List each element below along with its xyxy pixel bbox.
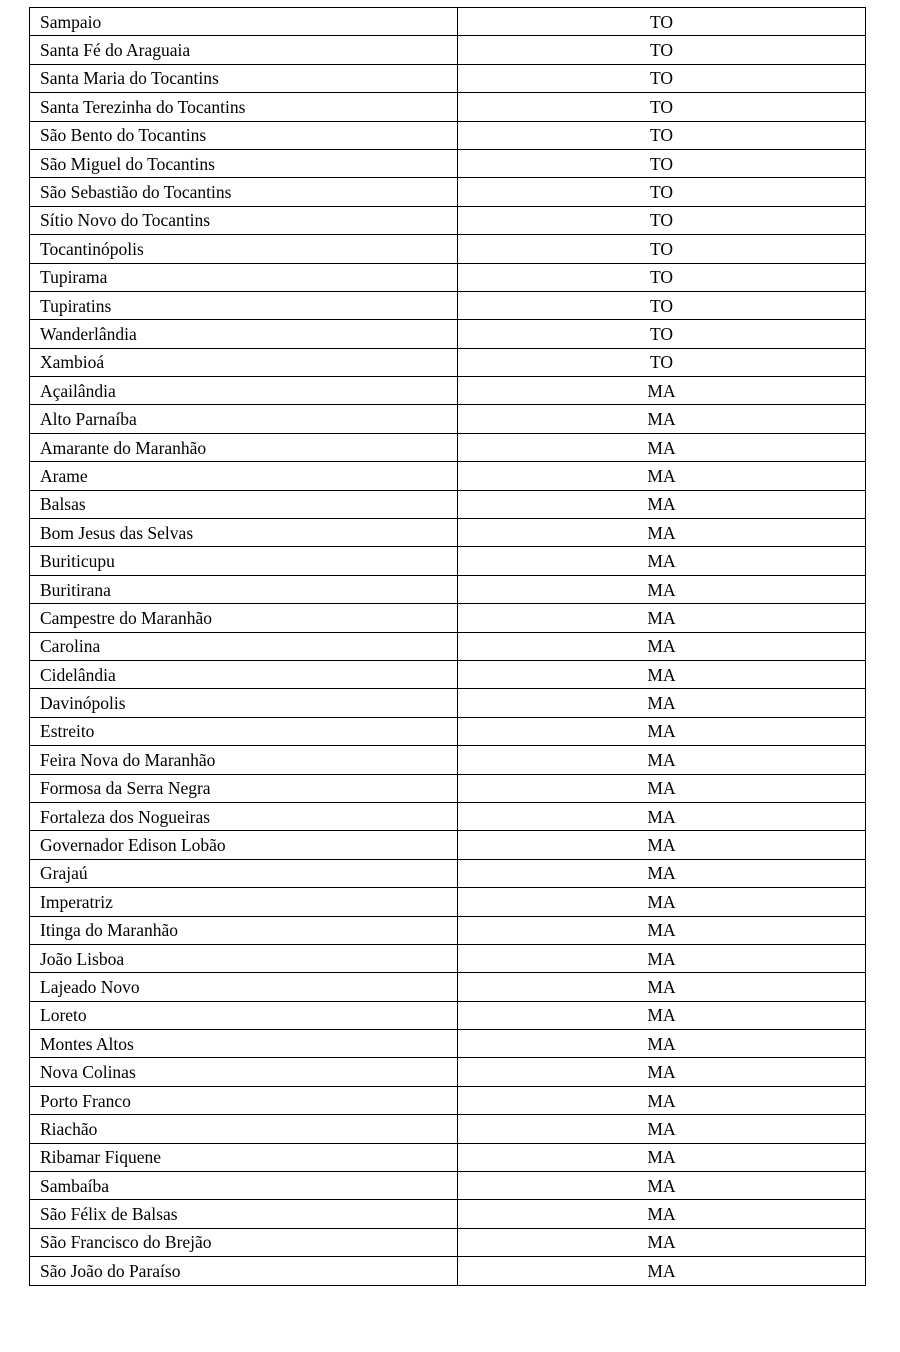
uf-cell: TO — [458, 320, 866, 348]
municipio-cell: Nova Colinas — [30, 1058, 458, 1086]
table-row — [30, 575, 866, 603]
uf-cell: TO — [458, 121, 866, 149]
table-row — [30, 206, 866, 234]
table-row — [30, 717, 866, 745]
uf-cell: MA — [458, 490, 866, 518]
uf-cell: MA — [458, 1058, 866, 1086]
table-row — [30, 632, 866, 660]
uf-cell: TO — [458, 36, 866, 64]
table-row — [30, 462, 866, 490]
uf-cell: MA — [458, 462, 866, 490]
municipio-cell: São João do Paraíso — [30, 1257, 458, 1285]
municipio-cell: Grajaú — [30, 859, 458, 887]
uf-cell: TO — [458, 291, 866, 319]
table-row — [30, 746, 866, 774]
uf-cell: TO — [458, 178, 866, 206]
uf-cell: MA — [458, 377, 866, 405]
municipio-cell: Buritirana — [30, 575, 458, 603]
table-row — [30, 8, 866, 36]
table-row — [30, 1030, 866, 1058]
table-row — [30, 149, 866, 177]
uf-cell: TO — [458, 64, 866, 92]
uf-cell: MA — [458, 1115, 866, 1143]
table-row — [30, 377, 866, 405]
uf-cell: TO — [458, 348, 866, 376]
uf-cell: TO — [458, 235, 866, 263]
municipio-cell: Santa Maria do Tocantins — [30, 64, 458, 92]
municipio-cell: Fortaleza dos Nogueiras — [30, 802, 458, 830]
municipio-cell: Estreito — [30, 717, 458, 745]
municipio-cell: Sambaíba — [30, 1172, 458, 1200]
uf-cell: MA — [458, 689, 866, 717]
table-row — [30, 490, 866, 518]
municipio-cell: Carolina — [30, 632, 458, 660]
table-row — [30, 405, 866, 433]
municipio-cell: Sampaio — [30, 8, 458, 36]
table-row — [30, 1200, 866, 1228]
municipio-cell: Wanderlândia — [30, 320, 458, 348]
table-row — [30, 1172, 866, 1200]
table-row — [30, 547, 866, 575]
municipio-cell: Tupiratins — [30, 291, 458, 319]
uf-cell: TO — [458, 93, 866, 121]
table-row — [30, 64, 866, 92]
uf-cell: MA — [458, 859, 866, 887]
table-row — [30, 433, 866, 461]
municipio-cell: Davinópolis — [30, 689, 458, 717]
municipio-cell: São Miguel do Tocantins — [30, 149, 458, 177]
table-row — [30, 519, 866, 547]
table-row — [30, 888, 866, 916]
municipio-cell: Campestre do Maranhão — [30, 604, 458, 632]
uf-cell: MA — [458, 1001, 866, 1029]
municipio-cell: Arame — [30, 462, 458, 490]
table-row — [30, 178, 866, 206]
uf-cell: TO — [458, 206, 866, 234]
uf-cell: TO — [458, 263, 866, 291]
table-row — [30, 320, 866, 348]
table-row — [30, 859, 866, 887]
municipio-cell: Sítio Novo do Tocantins — [30, 206, 458, 234]
municipio-cell: Governador Edison Lobão — [30, 831, 458, 859]
uf-cell: MA — [458, 774, 866, 802]
table-row — [30, 660, 866, 688]
table-row — [30, 774, 866, 802]
municipio-cell: Porto Franco — [30, 1086, 458, 1114]
table-row — [30, 291, 866, 319]
uf-cell: MA — [458, 519, 866, 547]
municipio-cell: Riachão — [30, 1115, 458, 1143]
uf-cell: MA — [458, 802, 866, 830]
table-row — [30, 1058, 866, 1086]
uf-cell: MA — [458, 916, 866, 944]
uf-cell: MA — [458, 888, 866, 916]
table-row — [30, 1086, 866, 1114]
municipio-cell: Santa Terezinha do Tocantins — [30, 93, 458, 121]
uf-cell: MA — [458, 1228, 866, 1256]
municipio-cell: São Sebastião do Tocantins — [30, 178, 458, 206]
municipio-cell: Tocantinópolis — [30, 235, 458, 263]
municipio-cell: Montes Altos — [30, 1030, 458, 1058]
municipio-cell: Santa Fé do Araguaia — [30, 36, 458, 64]
uf-cell: MA — [458, 944, 866, 972]
uf-cell: MA — [458, 973, 866, 1001]
municipios-table-body — [30, 8, 866, 1286]
uf-cell: MA — [458, 1030, 866, 1058]
municipio-cell: Bom Jesus das Selvas — [30, 519, 458, 547]
municipios-table — [29, 7, 866, 1286]
uf-cell: MA — [458, 1086, 866, 1114]
table-row — [30, 1115, 866, 1143]
municipio-cell: Ribamar Fiquene — [30, 1143, 458, 1171]
municipio-cell: Açailândia — [30, 377, 458, 405]
municipio-cell: Loreto — [30, 1001, 458, 1029]
uf-cell: MA — [458, 660, 866, 688]
municipio-cell: Itinga do Maranhão — [30, 916, 458, 944]
uf-cell: MA — [458, 575, 866, 603]
uf-cell: MA — [458, 717, 866, 745]
table-row — [30, 1228, 866, 1256]
municipio-cell: Lajeado Novo — [30, 973, 458, 1001]
municipio-cell: Buriticupu — [30, 547, 458, 575]
municipio-cell: Tupirama — [30, 263, 458, 291]
table-row — [30, 93, 866, 121]
uf-cell: MA — [458, 1257, 866, 1285]
uf-cell: MA — [458, 746, 866, 774]
table-row — [30, 121, 866, 149]
table-row — [30, 916, 866, 944]
municipio-cell: João Lisboa — [30, 944, 458, 972]
uf-cell: TO — [458, 8, 866, 36]
uf-cell: MA — [458, 1143, 866, 1171]
uf-cell: MA — [458, 1172, 866, 1200]
table-row — [30, 802, 866, 830]
uf-cell: MA — [458, 604, 866, 632]
municipio-cell: Xambioá — [30, 348, 458, 376]
table-row — [30, 235, 866, 263]
table-row — [30, 1143, 866, 1171]
uf-cell: MA — [458, 831, 866, 859]
table-row — [30, 831, 866, 859]
table-row — [30, 604, 866, 632]
municipio-cell: Balsas — [30, 490, 458, 518]
municipio-cell: São Bento do Tocantins — [30, 121, 458, 149]
municipio-cell: São Francisco do Brejão — [30, 1228, 458, 1256]
uf-cell: MA — [458, 632, 866, 660]
municipio-cell: São Félix de Balsas — [30, 1200, 458, 1228]
municipio-cell: Alto Parnaíba — [30, 405, 458, 433]
table-row — [30, 36, 866, 64]
table-row — [30, 1257, 866, 1285]
table-row — [30, 348, 866, 376]
municipio-cell: Cidelândia — [30, 660, 458, 688]
table-row — [30, 1001, 866, 1029]
uf-cell: MA — [458, 1200, 866, 1228]
table-row — [30, 973, 866, 1001]
municipio-cell: Feira Nova do Maranhão — [30, 746, 458, 774]
table-row — [30, 689, 866, 717]
table-row — [30, 944, 866, 972]
municipio-cell: Amarante do Maranhão — [30, 433, 458, 461]
municipio-cell: Imperatriz — [30, 888, 458, 916]
uf-cell: MA — [458, 433, 866, 461]
municipio-cell: Formosa da Serra Negra — [30, 774, 458, 802]
uf-cell: MA — [458, 547, 866, 575]
uf-cell: MA — [458, 405, 866, 433]
uf-cell: TO — [458, 149, 866, 177]
table-row — [30, 263, 866, 291]
